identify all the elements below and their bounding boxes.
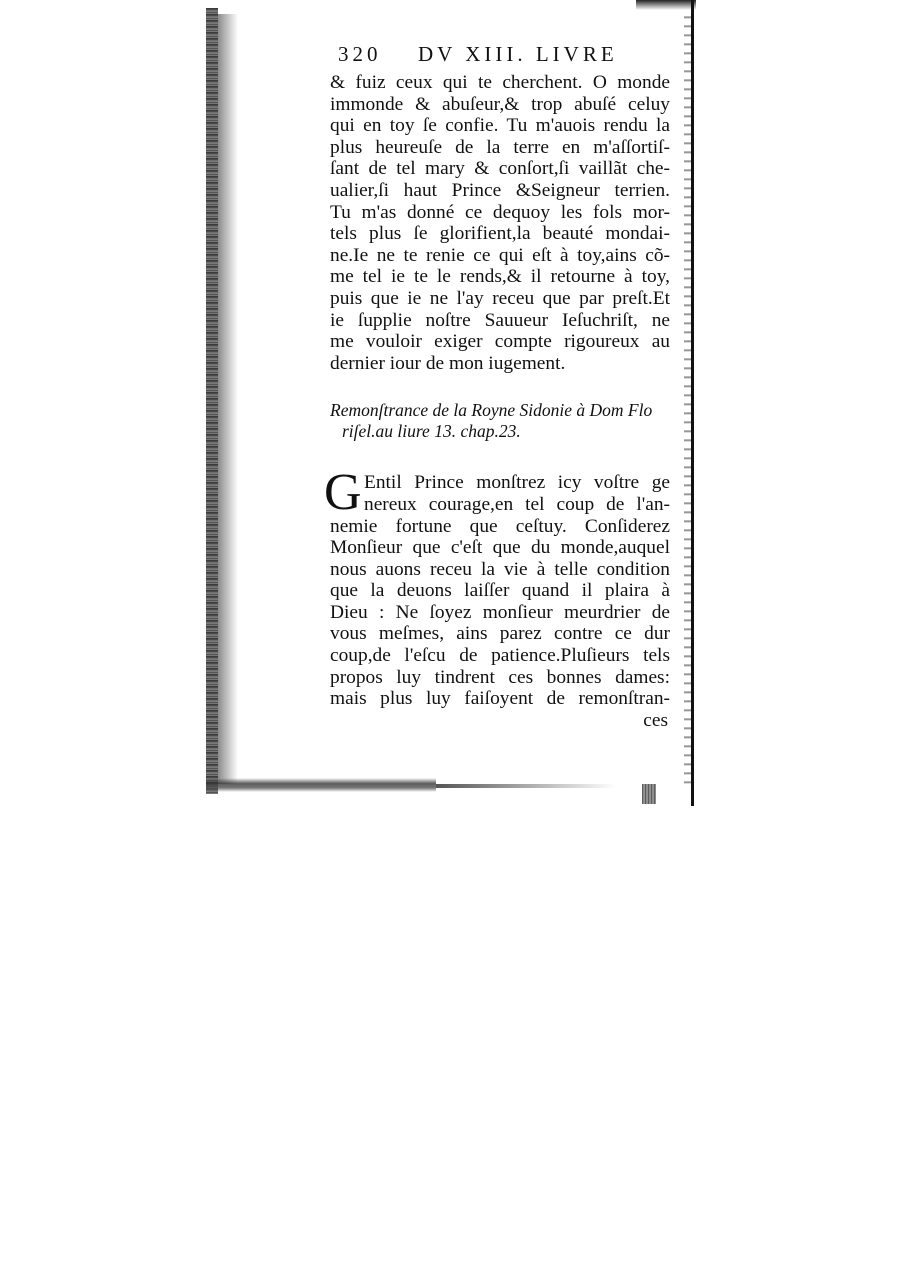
running-head-title: DV XIII. LIVRE: [418, 42, 618, 66]
top-edge-shadow: [636, 0, 696, 10]
paragraph-continued: [330, 72, 670, 374]
heading-line: riſel.au liure 13. chap.23.: [342, 421, 521, 442]
text-line: plus heureuſe de la terre en m'aſſortiſ-: [330, 136, 670, 158]
text-line: puis que ie ne l'ay receu que par preſt.Et: [330, 287, 670, 309]
text-line: mais plus luy faiſoyent de remonſtran-: [330, 688, 670, 710]
scanned-page: [206, 0, 698, 806]
text-line: ie ſupplie noſtre Sauueur Ieſuchriſt, ne: [330, 309, 670, 331]
text-line: ſant de tel mary & conſort,ſi vaillãt che-: [330, 158, 670, 180]
text-line: nemie fortune que ceſtuy. Conſiderez: [330, 515, 670, 537]
drop-cap: G: [324, 464, 362, 522]
section-heading: [330, 400, 670, 442]
running-head: [330, 42, 670, 72]
page-number: 320: [338, 42, 382, 66]
text-line: Dieu : Ne ſoyez monſieur meurdrier de: [330, 601, 670, 623]
binding-gutter-fade: [218, 14, 238, 784]
text-line: nous auons receu la vie à telle condition: [330, 558, 670, 580]
right-edge-speckle: [684, 10, 691, 790]
text-line: ualier,ſi haut Prince &Seigneur terrien.: [330, 179, 670, 201]
text-line: tels plus ſe glorifient,la beauté mondai-: [330, 223, 670, 245]
text-line: que la deuons laiſſer quand il plaira à: [330, 580, 670, 602]
text-line: propos luy tindrent ces bonnes dames:: [330, 666, 670, 688]
binding-gutter-shadow: [206, 8, 218, 794]
text-line: me vouloir exiger compte rigoureux au: [330, 331, 670, 353]
text-line: nereux courage,en tel coup de l'an-: [364, 493, 670, 515]
text-block: [324, 42, 670, 731]
text-line: dernier iour de mon iugement.: [330, 352, 566, 374]
text-line: Tu m'as donné ce dequoy les fols mor-: [330, 201, 670, 223]
text-line: me tel ie te le rends,& il retourne à toy,: [330, 266, 670, 288]
text-line: ne.Ie ne te renie ce qui eſt à toy,ains cõ-: [330, 244, 670, 266]
text-line: vous meſmes, ains parez contre ce dur: [330, 623, 670, 645]
bottom-edge-shadow: [206, 778, 436, 792]
heading-line: Remonſtrance de la Royne Sidonie à Dom Flo: [330, 400, 653, 421]
text-line: qui en toy ſe confie. Tu m'auois rendu la: [330, 115, 670, 137]
corner-smudge: [642, 784, 656, 804]
text-line: immonde & abuſeur,& trop abuſé celuy: [330, 93, 670, 115]
right-page-edge: [691, 0, 694, 806]
text-line: coup,de l'eſcu de patience.Pluſieurs tels: [330, 645, 670, 667]
bottom-edge-fade: [436, 784, 616, 788]
catchword: ces: [643, 709, 668, 731]
text-line: Monſieur que c'eſt que du monde,auquel: [330, 537, 670, 559]
text-line: & fuiz ceux qui te cherchent. O monde: [330, 72, 670, 93]
text-line: Entil Prince monſtrez icy voſtre ge: [364, 472, 670, 494]
paragraph-main: [324, 464, 670, 731]
